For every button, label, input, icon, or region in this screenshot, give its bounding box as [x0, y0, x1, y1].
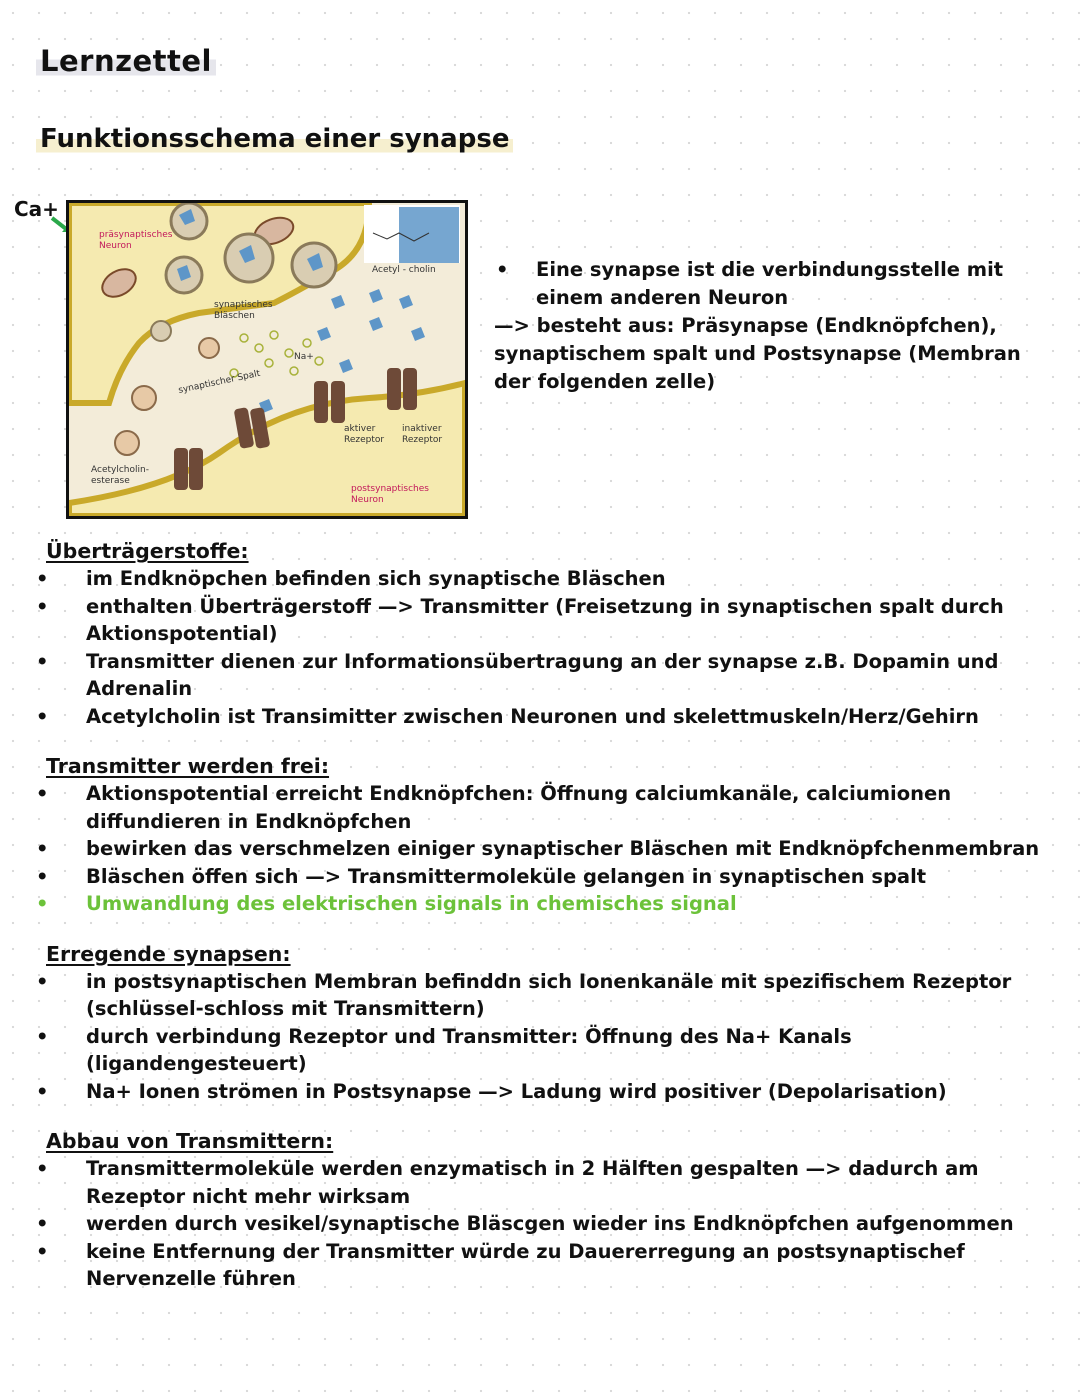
list-item: • Acetylcholin ist Transimitter zwischen Neuronen und skelettmuskeln/Herz/Gehirn	[46, 703, 1066, 731]
list-item: • durch verbindung Rezeptor und Transmitter: Öffnung des Na+ Kanals (ligandengesteuert)	[46, 1023, 1066, 1078]
presynaptic-label-2: Neuron	[99, 241, 132, 251]
list-item: • Bläschen öffen sich —> Transmittermoleküle gelangen in synaptischen spalt	[46, 863, 1066, 891]
acetylcholine-label: Acetyl - cholin	[372, 265, 436, 275]
na-label-top: Na+	[294, 352, 314, 362]
section-heading: Transmitter werden frei:	[46, 754, 330, 778]
list-item: • Transmitter dienen zur Informationsübertragung an der synapse z.B. Dopamin und Adrenalin	[46, 648, 1066, 703]
esterase-enzyme-icon	[115, 431, 139, 455]
list-item: • bewirken das verschmelzen einiger synaptischer Bläschen mit Endknöpfchenmembran	[46, 835, 1066, 863]
calcium-label: Ca+	[14, 197, 59, 221]
synapse-diagram	[66, 200, 468, 519]
section-abbau	[46, 1127, 1066, 1293]
bullet-list	[46, 780, 1066, 918]
section-erregende-synapsen	[46, 940, 1066, 1106]
bullet-list	[46, 565, 1066, 730]
page-title: Lernzettel	[36, 44, 216, 78]
intro-continuation: —> besteht aus: Präsynapse (Endknöpfchen), synaptischem spalt und Postsynapse (Membran der folgenden zelle)	[494, 314, 1021, 393]
list-item: • enthalten Überträgerstoff —> Transmitter (Freisetzung in synaptischen spalt durch Aktionspotential)	[46, 593, 1066, 648]
esterase-label-1: Acetylcholin-	[91, 465, 149, 475]
esterase-label-2: esterase	[91, 476, 130, 486]
section-heading: Abbau von Transmittern:	[46, 1129, 334, 1153]
presynaptic-label-1: präsynaptisches	[99, 230, 173, 240]
section-heading: Erregende synapsen:	[46, 941, 291, 966]
intro-bullet: •	[496, 258, 509, 281]
page-subtitle: Funktionsschema einer synapse	[36, 124, 513, 154]
inactive-receptor-label-2: Rezeptor	[402, 435, 443, 445]
section-uebertraegerstoffe	[46, 537, 1066, 730]
section-heading: Überträgerstoffe:	[46, 539, 249, 563]
intro-bullet-text: Eine synapse ist die verbindungsstelle mit einem anderen Neuron	[536, 258, 1004, 309]
list-item: • Transmittermoleküle werden enzymatisch in 2 Hälften gespalten —> dadurch am Rezeptor nicht mehr wirksam	[46, 1155, 1066, 1210]
active-receptor-label-2: Rezeptor	[344, 435, 385, 445]
vesicle-label-2: Bläschen	[214, 311, 255, 321]
cleft-label: synaptischer Spalt	[177, 368, 262, 396]
active-receptor-label-1: aktiver	[344, 424, 376, 434]
section-transmitter-frei	[46, 752, 1066, 918]
intro-text	[494, 256, 1054, 396]
list-item: • Aktionspotential erreicht Endknöpfchen: Öffnung calciumkanäle, calciumionen diffundieren in Endknöpfchen	[46, 780, 1066, 835]
bullet-list	[46, 1155, 1066, 1293]
list-item: • werden durch vesikel/synaptische Bläscgen wieder ins Endknöpfchen aufgenommen	[46, 1210, 1066, 1238]
list-item: • in postsynaptischen Membran befinddn sich Ionenkanäle mit spezifischem Rezeptor (schlüssel-schloss mit Transmittern)	[46, 968, 1066, 1023]
list-item: • im Endknöpchen befinden sich synaptische Bläschen	[46, 565, 1066, 593]
notes-sections	[46, 537, 1066, 1315]
vesicle-label-1: synaptisches	[214, 300, 273, 310]
postsynaptic-label-2: Neuron	[351, 495, 384, 505]
list-item: • keine Entfernung der Transmitter würde zu Dauererregung an postsynaptischef Nervenzelle führen	[46, 1238, 1066, 1293]
acetylcholine-molecule-icon	[399, 207, 459, 263]
bullet-list	[46, 968, 1066, 1106]
postsynaptic-label-1: postsynaptisches	[351, 484, 429, 494]
list-item: • Na+ Ionen strömen in Postsynapse —> Ladung wird positiver (Depolarisation)	[46, 1078, 1066, 1106]
inactive-receptor-label-1: inaktiver	[402, 424, 442, 434]
list-item-highlighted: • Umwandlung des elektrischen signals in chemisches signal	[46, 890, 1066, 918]
